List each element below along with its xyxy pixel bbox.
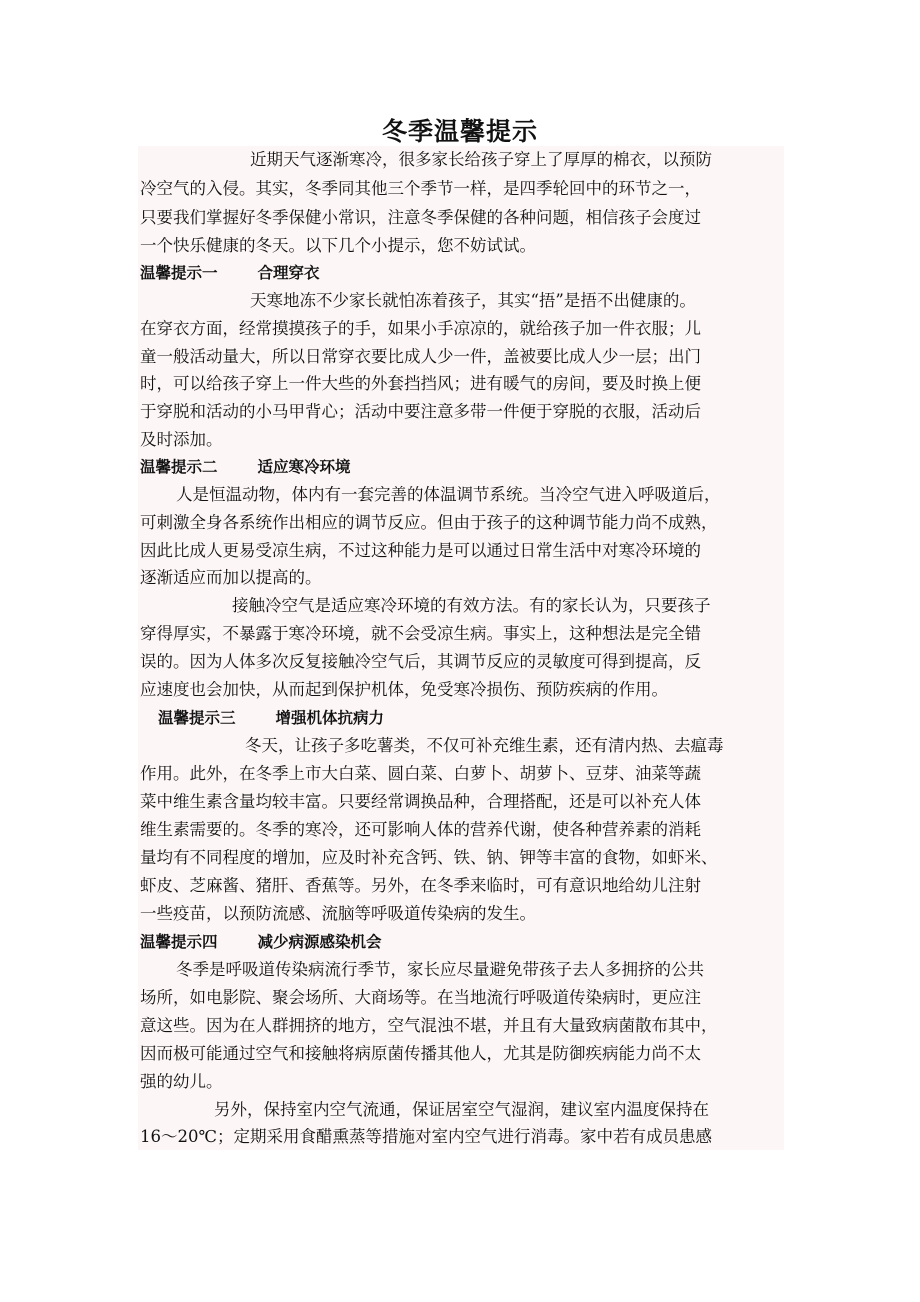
paragraph-line: 另外，保持室内空气流通，保证居室空气湿润，建议室内温度保持在 (214, 1100, 709, 1119)
paragraph-line: 时，可以给孩子穿上一件大些的外套挡挡风；进有暖气的房间，要及时换上便 (140, 374, 701, 393)
paragraph-line: 穿得厚实，不暴露于寒冷环境，就不会受凉生病。事实上，这种想法是完全错 (140, 624, 701, 643)
paragraph-line: 场所，如电影院、聚会场所、大商场等。在当地流行呼吸道传染病时，更应注 (140, 988, 701, 1007)
paragraph-line: 近期天气逐渐寒冷，很多家长给孩子穿上了厚厚的棉衣，以预防 (250, 150, 712, 169)
paragraph-line: 强的幼儿。 (140, 1072, 223, 1091)
paragraph-line: 接触冷空气是适应寒冷环境的有效方法。有的家长认为，只要孩子 (232, 596, 711, 615)
paragraph-line: 及时添加。 (140, 430, 223, 449)
heading-label: 温馨提示三 (158, 709, 236, 727)
paragraph-line: 只要我们掌握好冬季保健小常识，注意冬季保健的各种问题，相信孩子会度过 (140, 208, 701, 227)
paragraph-line: 作用。此外，在冬季上市大白菜、圆白菜、白萝卜、胡萝卜、豆芽、油菜等蔬 (140, 764, 701, 783)
paragraph-line: 因此比成人更易受凉生病，不过这种能力是可以通过日常生活中对寒冷环境的 (140, 541, 701, 560)
section-heading (140, 928, 382, 956)
heading-label: 温馨提示一 (140, 264, 218, 282)
paragraph-line: 因而极可能通过空气和接触将病原菌传播其他人，尤其是防御疾病能力尚不太 (140, 1044, 701, 1063)
paragraph-line: 误的。因为人体多次反复接触冷空气后，其调节反应的灵敏度可得到提高，反 (140, 652, 701, 671)
heading-topic: 合理穿衣 (257, 264, 320, 282)
paragraph-line: 天寒地冻不少家长就怕冻着孩子，其实“捂”是捂不出健康的。 (250, 291, 696, 310)
paragraph-line: 量均有不同程度的增加，应及时补充含钙、铁、钠、钾等丰富的食物，如虾米、 (140, 848, 718, 867)
paragraph-line: 冷空气的入侵。其实，冬季同其他三个季节一样，是四季轮回中的环节之一， (140, 179, 701, 198)
paragraph-line: 冬天，让孩子多吃薯类，不仅可补充维生素，还有清内热、去瘟毒 (245, 736, 724, 755)
section-heading (140, 259, 320, 287)
paragraph-line: 可刺激全身各系统作出相应的调节反应。但由于孩子的这种调节能力尚不成熟， (140, 513, 718, 532)
paragraph-line: 一些疫苗，以预防流感、流脑等呼吸道传染病的发生。 (140, 904, 536, 923)
heading-label: 温馨提示二 (140, 458, 218, 476)
paragraph-line: 冬季是呼吸道传染病流行季节，家长应尽量避免带孩子去人多拥挤的公共 (176, 960, 704, 979)
paragraph-line: 于穿脱和活动的小马甲背心；活动中要注意多带一件便于穿脱的衣服，活动后 (140, 402, 701, 421)
paragraph-line: 维生素需要的。冬季的寒冷，还可影响人体的营养代谢，使各种营养素的消耗 (140, 820, 701, 839)
paragraph-line: 菜中维生素含量均较丰富。只要经常调换品种，合理搭配，还是可以补充人体 (140, 792, 701, 811)
paragraph-line: 在穿衣方面，经常摸摸孩子的手，如果小手凉凉的，就给孩子加一件衣服；儿 (140, 319, 701, 338)
paragraph-line: 一个快乐健康的冬天。以下几个小提示，您不妨试试。 (140, 236, 536, 255)
paragraph-line: 应速度也会加快，从而起到保护机体，免受寒冷损伤、预防疾病的作用。 (140, 680, 668, 699)
paragraph-line: 童一般活动量大，所以日常穿衣要比成人少一件，盖被要比成人少一层；出门 (140, 347, 701, 366)
section-heading (140, 453, 351, 481)
document-title: 冬季温馨提示 (381, 117, 538, 146)
paragraph-line: 16～20℃；定期采用食醋熏蒸等措施对室内空气进行消毒。家中若有成员患感 (140, 1127, 712, 1146)
paragraph-line: 意这些。因为在人群拥挤的地方，空气混浊不堪，并且有大量致病菌散布其中， (140, 1016, 718, 1035)
paragraph-line: 虾皮、芝麻酱、猪肝、香蕉等。另外，在冬季来临时，可有意识地给幼儿注射 (140, 876, 701, 895)
paragraph-line: 逐渐适应而加以提高的。 (140, 568, 322, 587)
heading-label: 温馨提示四 (140, 933, 218, 951)
paragraph-line: 人是恒温动物，体内有一套完善的体温调节系统。当冷空气进入呼吸道后， (176, 485, 721, 504)
section-heading (158, 704, 384, 732)
heading-topic: 适应寒冷环境 (257, 458, 351, 476)
heading-topic: 增强机体抗病力 (275, 709, 385, 727)
heading-topic: 减少病源感染机会 (257, 933, 382, 951)
